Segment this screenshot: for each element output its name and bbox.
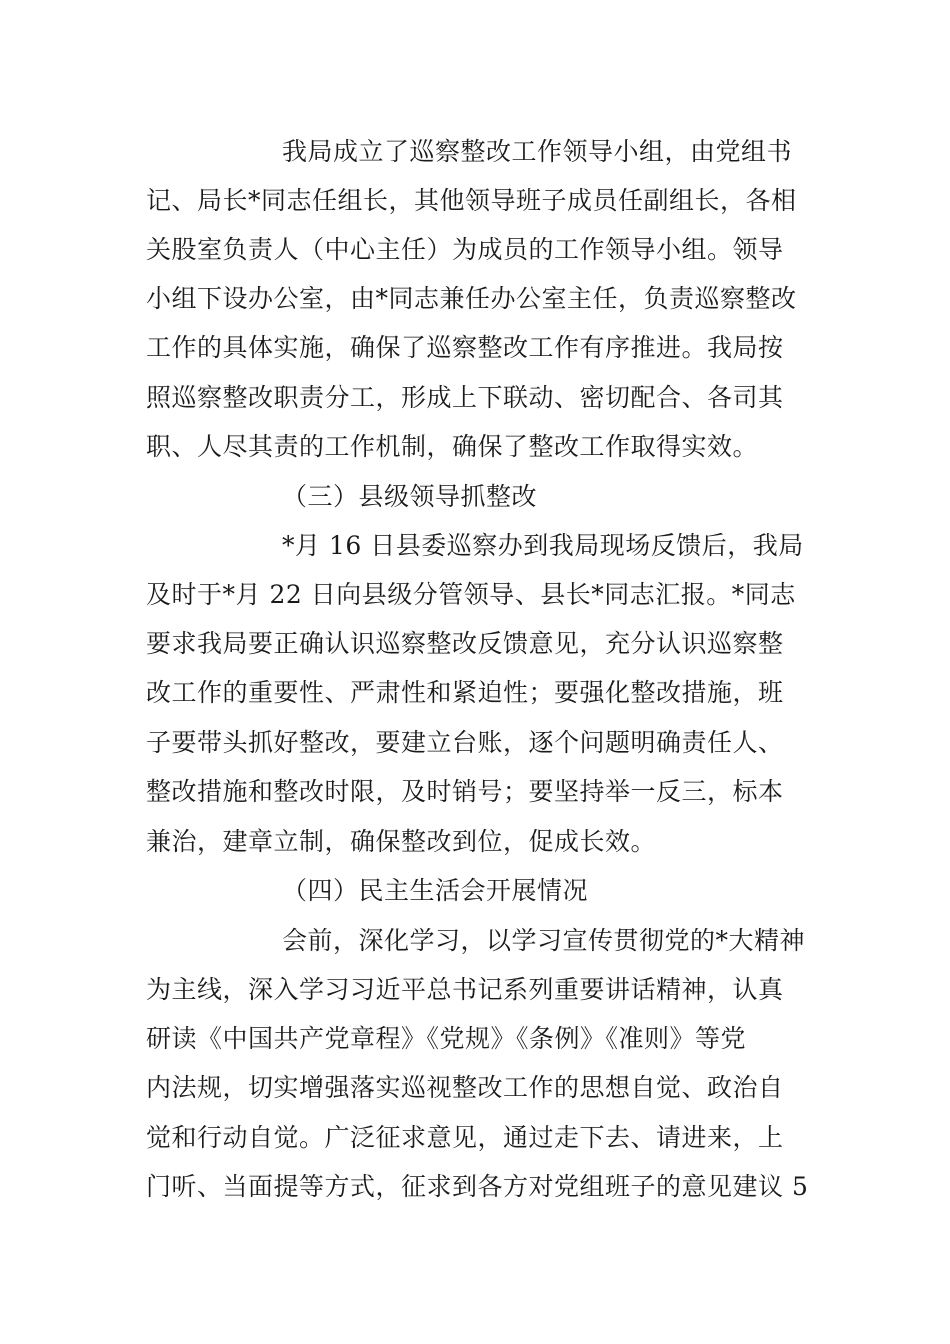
paragraph-line: 小组下设办公室，由*同志兼任办公室主任，负责巡察整改 <box>146 284 797 313</box>
paragraph-line: 改工作的重要性、严肃性和紧迫性；要强化整改措施，班 <box>146 678 784 707</box>
paragraph-line: 照巡察整改职责分工，形成上下联动、密切配合、各司其 <box>146 383 784 412</box>
paragraph-line: 会前，深化学习，以学习宣传贯彻党的*大精神 <box>282 926 806 955</box>
paragraph-line: 为主线，深入学习习近平总书记系列重要讲话精神，认真 <box>146 975 784 1004</box>
paragraph-line: 关股室负责人（中心主任）为成员的工作领导小组。领导 <box>146 235 784 264</box>
paragraph-line: 觉和行动自觉。广泛征求意见，通过走下去、请进来，上 <box>146 1123 784 1152</box>
paragraph-line: 职、人尽其责的工作机制，确保了整改工作取得实效。 <box>146 432 759 461</box>
paragraph-line: 工作的具体实施，确保了巡察整改工作有序推进。我局按 <box>146 333 784 362</box>
paragraph-line: 门听、当面提等方式，征求到各方对党组班子的意见建议 5 <box>146 1172 809 1201</box>
paragraph-line: 及时于*月 22 日向县级分管领导、县长*同志汇报。*同志 <box>146 580 796 609</box>
paragraph-line: 子要带头抓好整改，要建立台账，逐个问题明确责任人、 <box>146 728 784 757</box>
paragraph-line: *月 16 日县委巡察办到我局现场反馈后，我局 <box>282 531 804 560</box>
paragraph-line: 要求我局要正确认识巡察整改反馈意见，充分认识巡察整 <box>146 629 784 658</box>
paragraph-line: 兼治，建章立制，确保整改到位，促成长效。 <box>146 827 657 856</box>
paragraph-line: 整改措施和整改时限，及时销号；要坚持举一反三，标本 <box>146 777 784 806</box>
paragraph-line: 研读《中国共产党章程》《党规》《条例》《准则》等党 <box>146 1024 747 1053</box>
paragraph-line: 内法规，切实增强落实巡视整改工作的思想自觉、政治自 <box>146 1073 784 1102</box>
section-heading: （三）县级领导抓整改 <box>282 482 538 511</box>
section-heading: （四）民主生活会开展情况 <box>282 876 589 905</box>
paragraph-line: 我局成立了巡察整改工作领导小组，由党组书 <box>282 137 793 166</box>
paragraph-line: 记、局长*同志任组长，其他领导班子成员任副组长，各相 <box>146 186 797 215</box>
